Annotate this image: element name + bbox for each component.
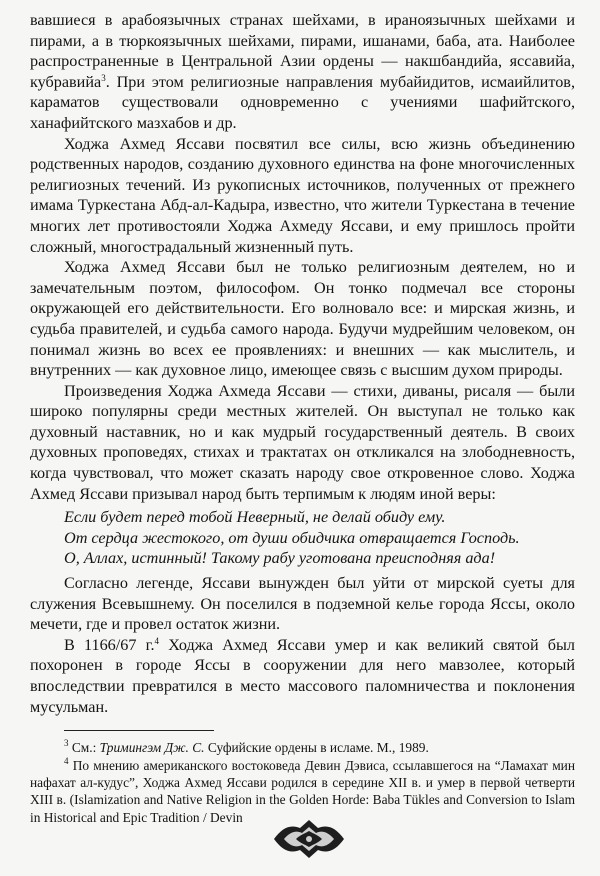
footnote-3-number: 3 [64, 738, 69, 749]
paragraph-orders-tail: . При этом религиозные направления мубайидитов, исмаийлитов, караматов существовали одновременно с учениями шафийтского, ханафийтского мазхабов и др. [30, 72, 575, 132]
verse-line: Если будет перед тобой Неверный, не делай обиду ему. [64, 508, 446, 527]
footnote-ref-3[interactable]: 3 [101, 72, 106, 83]
paragraph-death-text: Ходжа Ахмед Яссави умер и как великий святой был похоронен в городе Яссы в сооружении для него мавзолее, который впоследствии превратился в место массового паломничества и поклонения мусульман. [30, 635, 575, 716]
paragraph-orders-text: вавшиеся в арабоязычных странах шейхами, в ираноязычных шейхами и пирами, а в тюркоязычных шейхами, пирами, ишанами, баба, ата. Наиболее распространенные в Центральной Азии ордены — накшбандийа, яссавийа, кубравийа [30, 11, 575, 91]
paragraph-unity: Ходжа Ахмед Яссави посвятил все силы, всю жизнь объединению родственных народов, созданию духовного единства на фоне многочисленных религиозных течений. Из рукописных источников, полученных от прежнего имама Туркестана Абд-ал-Кадыра, известно, что жители Туркестана в течение многих лет противостояли Ходжа Ахмеду Яссави, и ему пришлось пройти сложный, многострадальный жизненный путь. [30, 134, 575, 256]
footnote-3 [30, 739, 575, 756]
page-ornament-icon [272, 818, 346, 860]
paragraph-death [30, 635, 575, 717]
footnote-ref-4[interactable]: 4 [154, 635, 159, 646]
paragraph-poet: Ходжа Ахмед Яссави был не только религиозным деятелем, но и замечательным поэтом, философом. Он тонко подмечал все стороны окружающей его действительности. Его волновало все: и мирская жизнь, и судьба правителей, и судьба самого народа. Будучи мудрейшим человеком, он понимал жизнь во всех ее проявлениях: и внешних — как мыслитель, и внутренних — как духовное лицо, имеющее связь с высшим духом природы. [30, 258, 575, 380]
verse-quote [64, 507, 575, 569]
footnote-4-text: По мнению американского востоковеда Девин Дэвиса, ссылавшегося на “Ламахат мин нафахат ал-кудус”, Ходжа Ахмед Яссави родился в середине XII в. и умер в первой четверти XIII в. (Islamization and Native Religion in the Golden Horde: Baba Tükles and Conversion to Islam in Historical and Epic Tradition / Devin [30, 757, 575, 825]
verse-line: От сердца жестокого, от души обидчика отвращается Господь. [64, 528, 520, 547]
verse-line: О, Аллах, истинный! Такому рабу уготована преисподняя ада! [64, 549, 496, 568]
document-page [30, 10, 575, 826]
footnote-4-number: 4 [64, 755, 69, 766]
footnote-4 [30, 757, 575, 827]
footnote-3-author: Тримингэм Дж. С. [99, 740, 205, 756]
paragraph-legend: Согласно легенде, Яссави вынужден был уйти от мирской суеты для служения Всевышнему. Он поселился в подземной келье города Яссы, около мечети, где и провел остаток жизни. [30, 574, 575, 634]
footnote-3-prefix: См.: [68, 740, 100, 756]
paragraph-works: Произведения Ходжа Ахмеда Яссави — стихи, диваны, рисаля — были широко популярны среди местных жителей. Он выступал не только как духовный наставник, но и как мудрый государственный деятель. В своих духовных проповедях, стихах и трактатах он откликался на злободневность, когда чувствовал, что может сказать народу свое откровенное слово. Ходжа Ахмед Яссави призывал народ быть терпимым к людям иной веры: [30, 381, 575, 503]
footnote-3-text: Суфийские ордены в исламе. М., 1989. [204, 740, 429, 756]
footnote-divider [64, 730, 214, 731]
paragraph-orders [30, 10, 575, 134]
paragraph-death-date: В 1166/67 г. [64, 635, 155, 654]
